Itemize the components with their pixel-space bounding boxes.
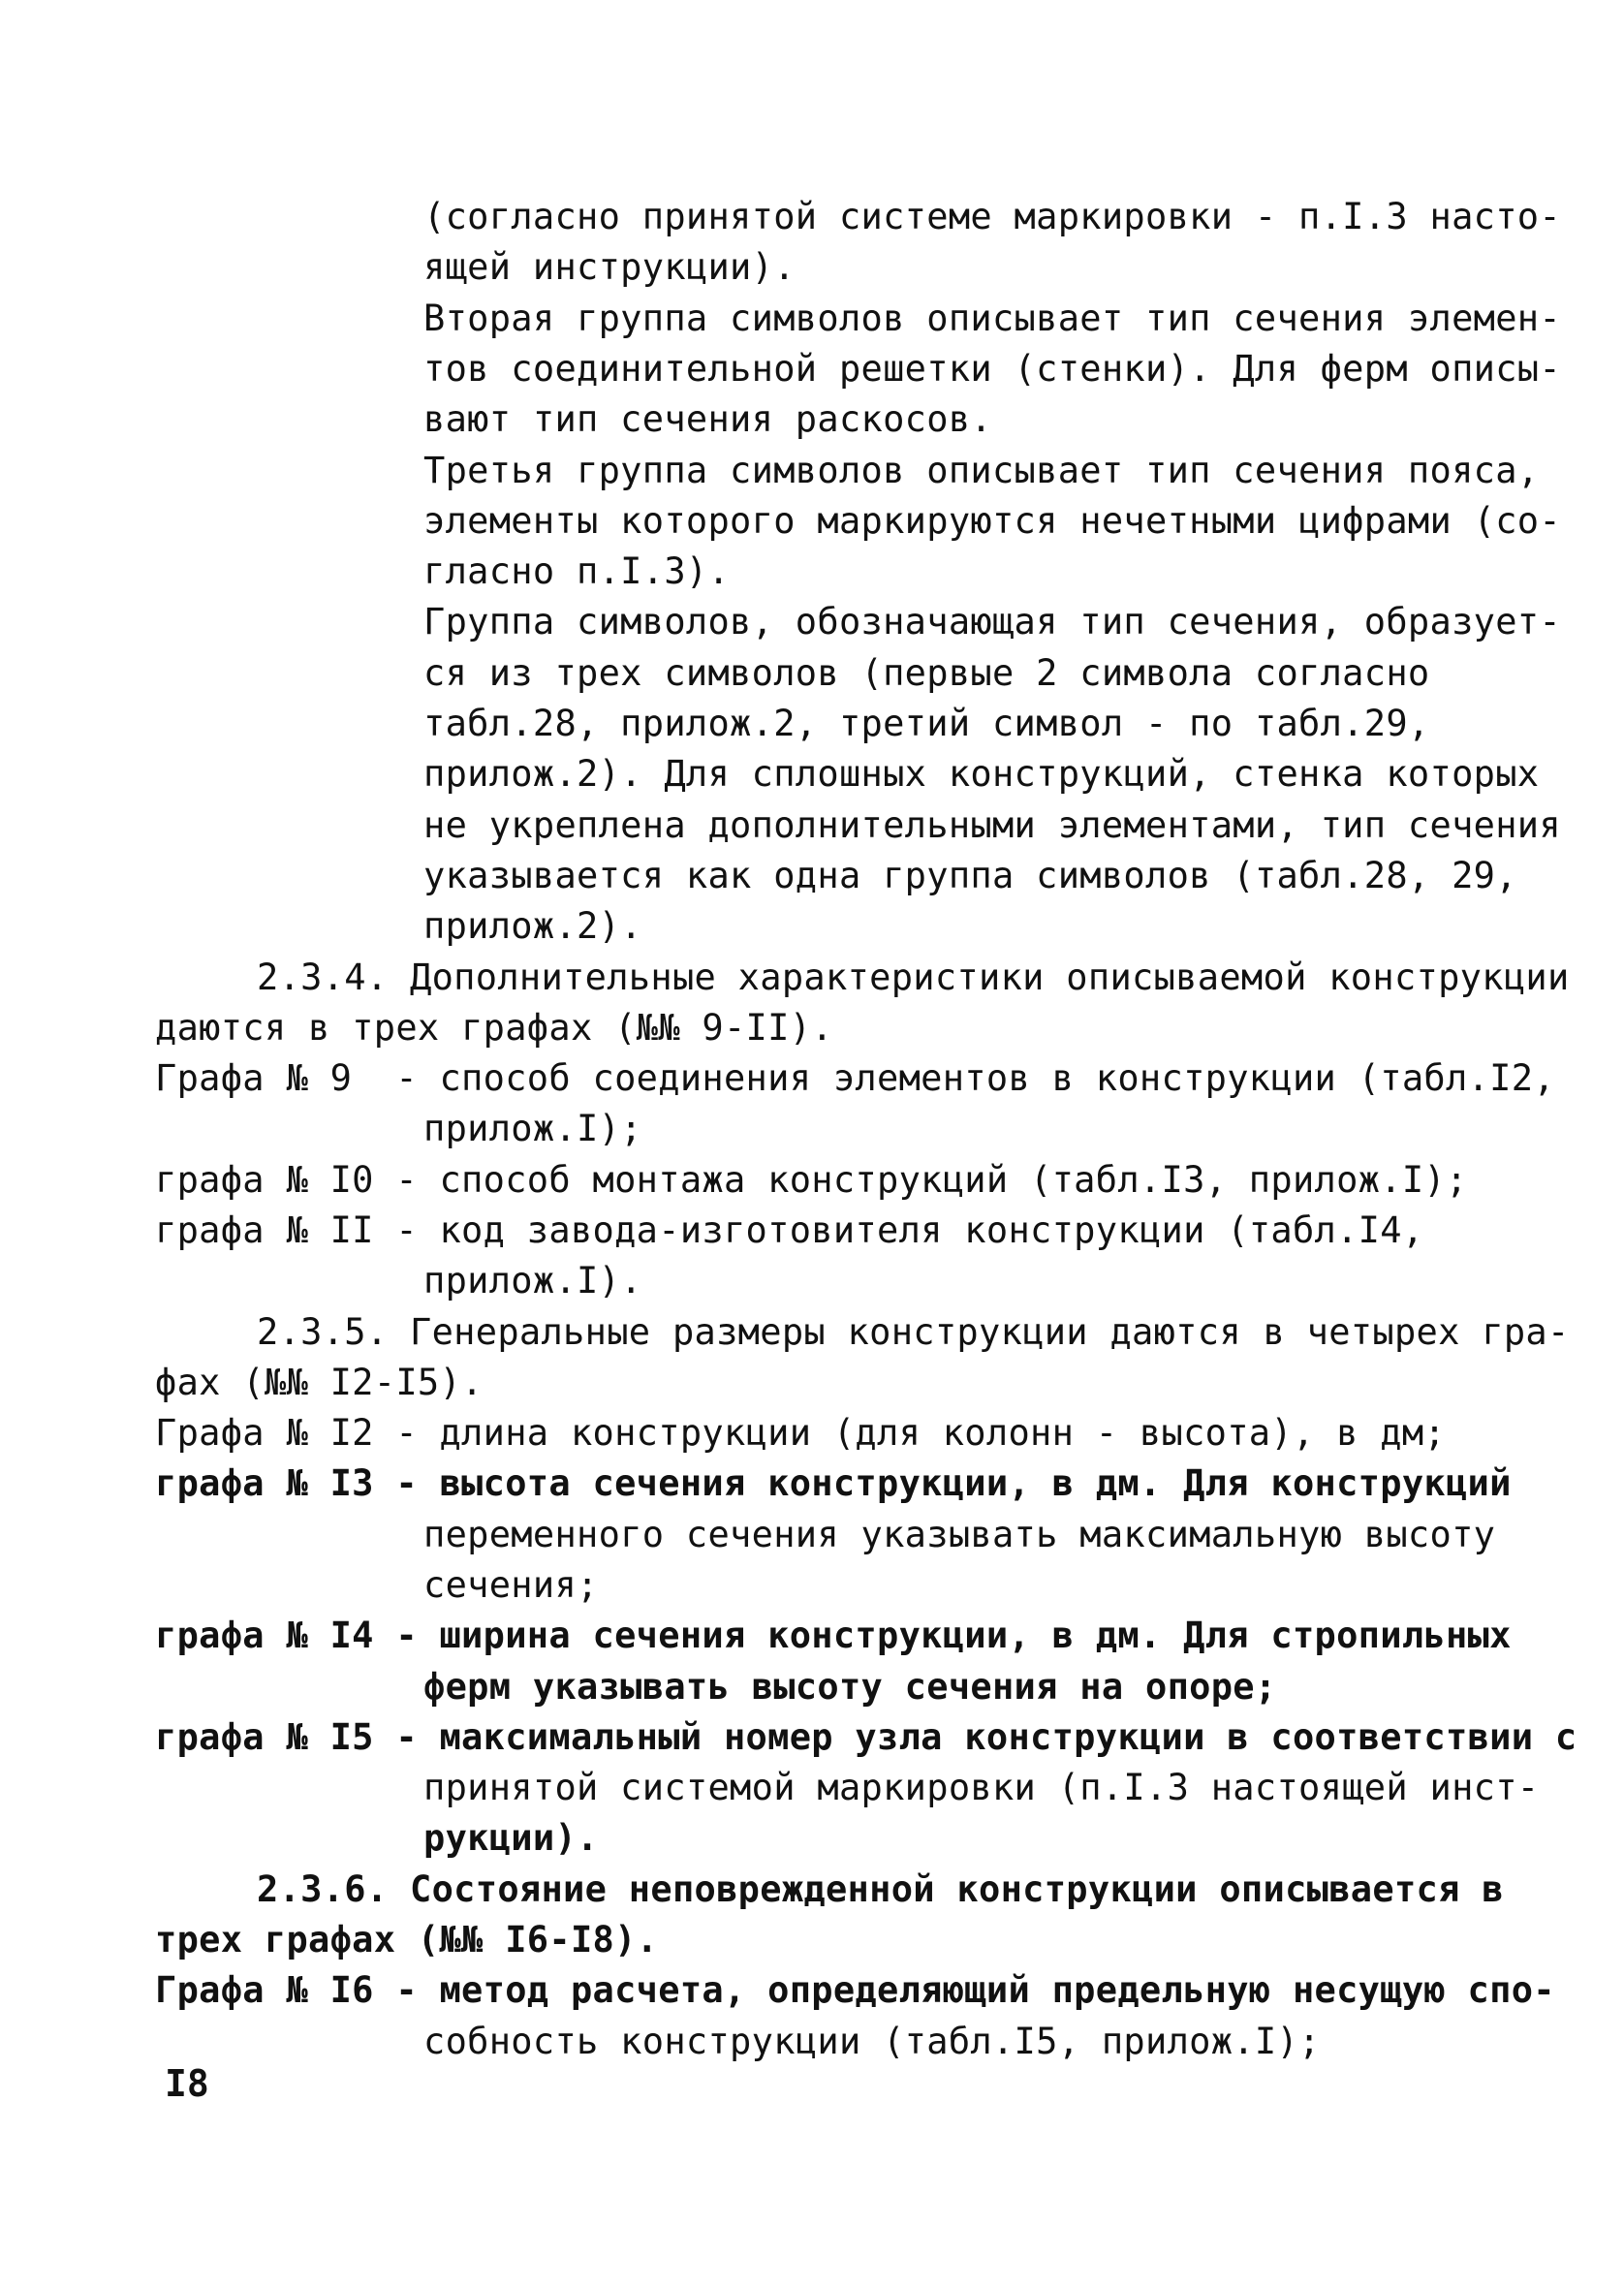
section-2-3-6-line: 2.3.6. Состояние неповрежденной конструкции описывается в bbox=[257, 1868, 1504, 1910]
text-line: графа № I3 - высота сечения конструкции, в дм. Для конструкций bbox=[155, 1462, 1512, 1504]
text-line: гласно п.I.3). bbox=[423, 550, 731, 592]
text-line: Вторая группа символов описывает тип сечения элемен- bbox=[423, 298, 1561, 339]
text-line: прилож.I). bbox=[423, 1260, 642, 1302]
text-line: переменного сечения указывать максимальную высоту bbox=[423, 1514, 1496, 1555]
text-line: рукции). bbox=[423, 1817, 599, 1859]
text-line: принятой системой маркировки (п.I.3 настоящей инст- bbox=[423, 1767, 1540, 1808]
text-line: графа № I4 - ширина сечения конструкции, в дм. Для стропильных bbox=[155, 1615, 1512, 1656]
text-line: Графа № I6 - метод расчета, определяющий предельную несущую спо- bbox=[155, 1969, 1555, 2011]
text-line: даются в трех графах (№№ 9-II). bbox=[155, 1007, 833, 1049]
text-line: Группа символов, обозначающая тип сечения, образует- bbox=[423, 601, 1561, 643]
text-line: табл.28, прилож.2, третий символ - по табл.29, bbox=[423, 703, 1430, 744]
text-line: ящей инструкции). bbox=[423, 246, 796, 288]
text-line: прилож.2). bbox=[423, 905, 642, 947]
text-line: сечения; bbox=[423, 1564, 599, 1606]
text-line: собность конструкции (табл.I5, прилож.I); bbox=[423, 2021, 1321, 2062]
text-line: графа № I0 - способ монтажа конструкций (табл.I3, прилож.I); bbox=[155, 1159, 1468, 1201]
text-line: Графа № 9 - способ соединения элементов в конструкции (табл.I2, bbox=[155, 1057, 1555, 1099]
text-line: тов соединительной решетки (стенки). Для ферм описы- bbox=[423, 348, 1561, 390]
page-number: I8 bbox=[165, 2062, 209, 2105]
text-line: указывается как одна группа символов (табл.28, 29, bbox=[423, 855, 1517, 896]
text-line: Третья группа символов описывает тип сечения пояса, bbox=[423, 450, 1540, 491]
text-line: не укреплена дополнительными элементами, тип сечения bbox=[423, 804, 1561, 846]
text-line: вают тип сечения раскосов. bbox=[423, 398, 992, 440]
text-line: графа № II - код завода-изготовителя конструкции (табл.I4, bbox=[155, 1209, 1424, 1251]
section-2-3-5-line: 2.3.5. Генеральные размеры конструкции даются в четырех гра- bbox=[257, 1311, 1570, 1353]
text-line: элементы которого маркируются нечетными цифрами (со- bbox=[423, 500, 1561, 542]
text-line: ся из трех символов (первые 2 символа согласно bbox=[423, 652, 1430, 694]
text-line: ферм указывать высоту сечения на опоре; bbox=[423, 1666, 1277, 1708]
text-line: трех графах (№№ I6-I8). bbox=[155, 1919, 659, 1961]
text-line: графа № I5 - максимальный номер узла конструкции в соответствии с bbox=[155, 1716, 1577, 1758]
text-line: прилож.I); bbox=[423, 1108, 642, 1149]
section-2-3-4-line: 2.3.4. Дополнительные характеристики описываемой конструкции bbox=[257, 957, 1570, 998]
text-line: (согласно принятой системе маркировки - п.I.3 насто- bbox=[423, 196, 1561, 237]
text-line: прилож.2). Для сплошных конструкций, стенка которых bbox=[423, 753, 1540, 795]
text-line: фах (№№ I2-I5). bbox=[155, 1362, 484, 1403]
text-line: Графа № I2 - длина конструкции (для колонн - высота), в дм; bbox=[155, 1412, 1446, 1454]
